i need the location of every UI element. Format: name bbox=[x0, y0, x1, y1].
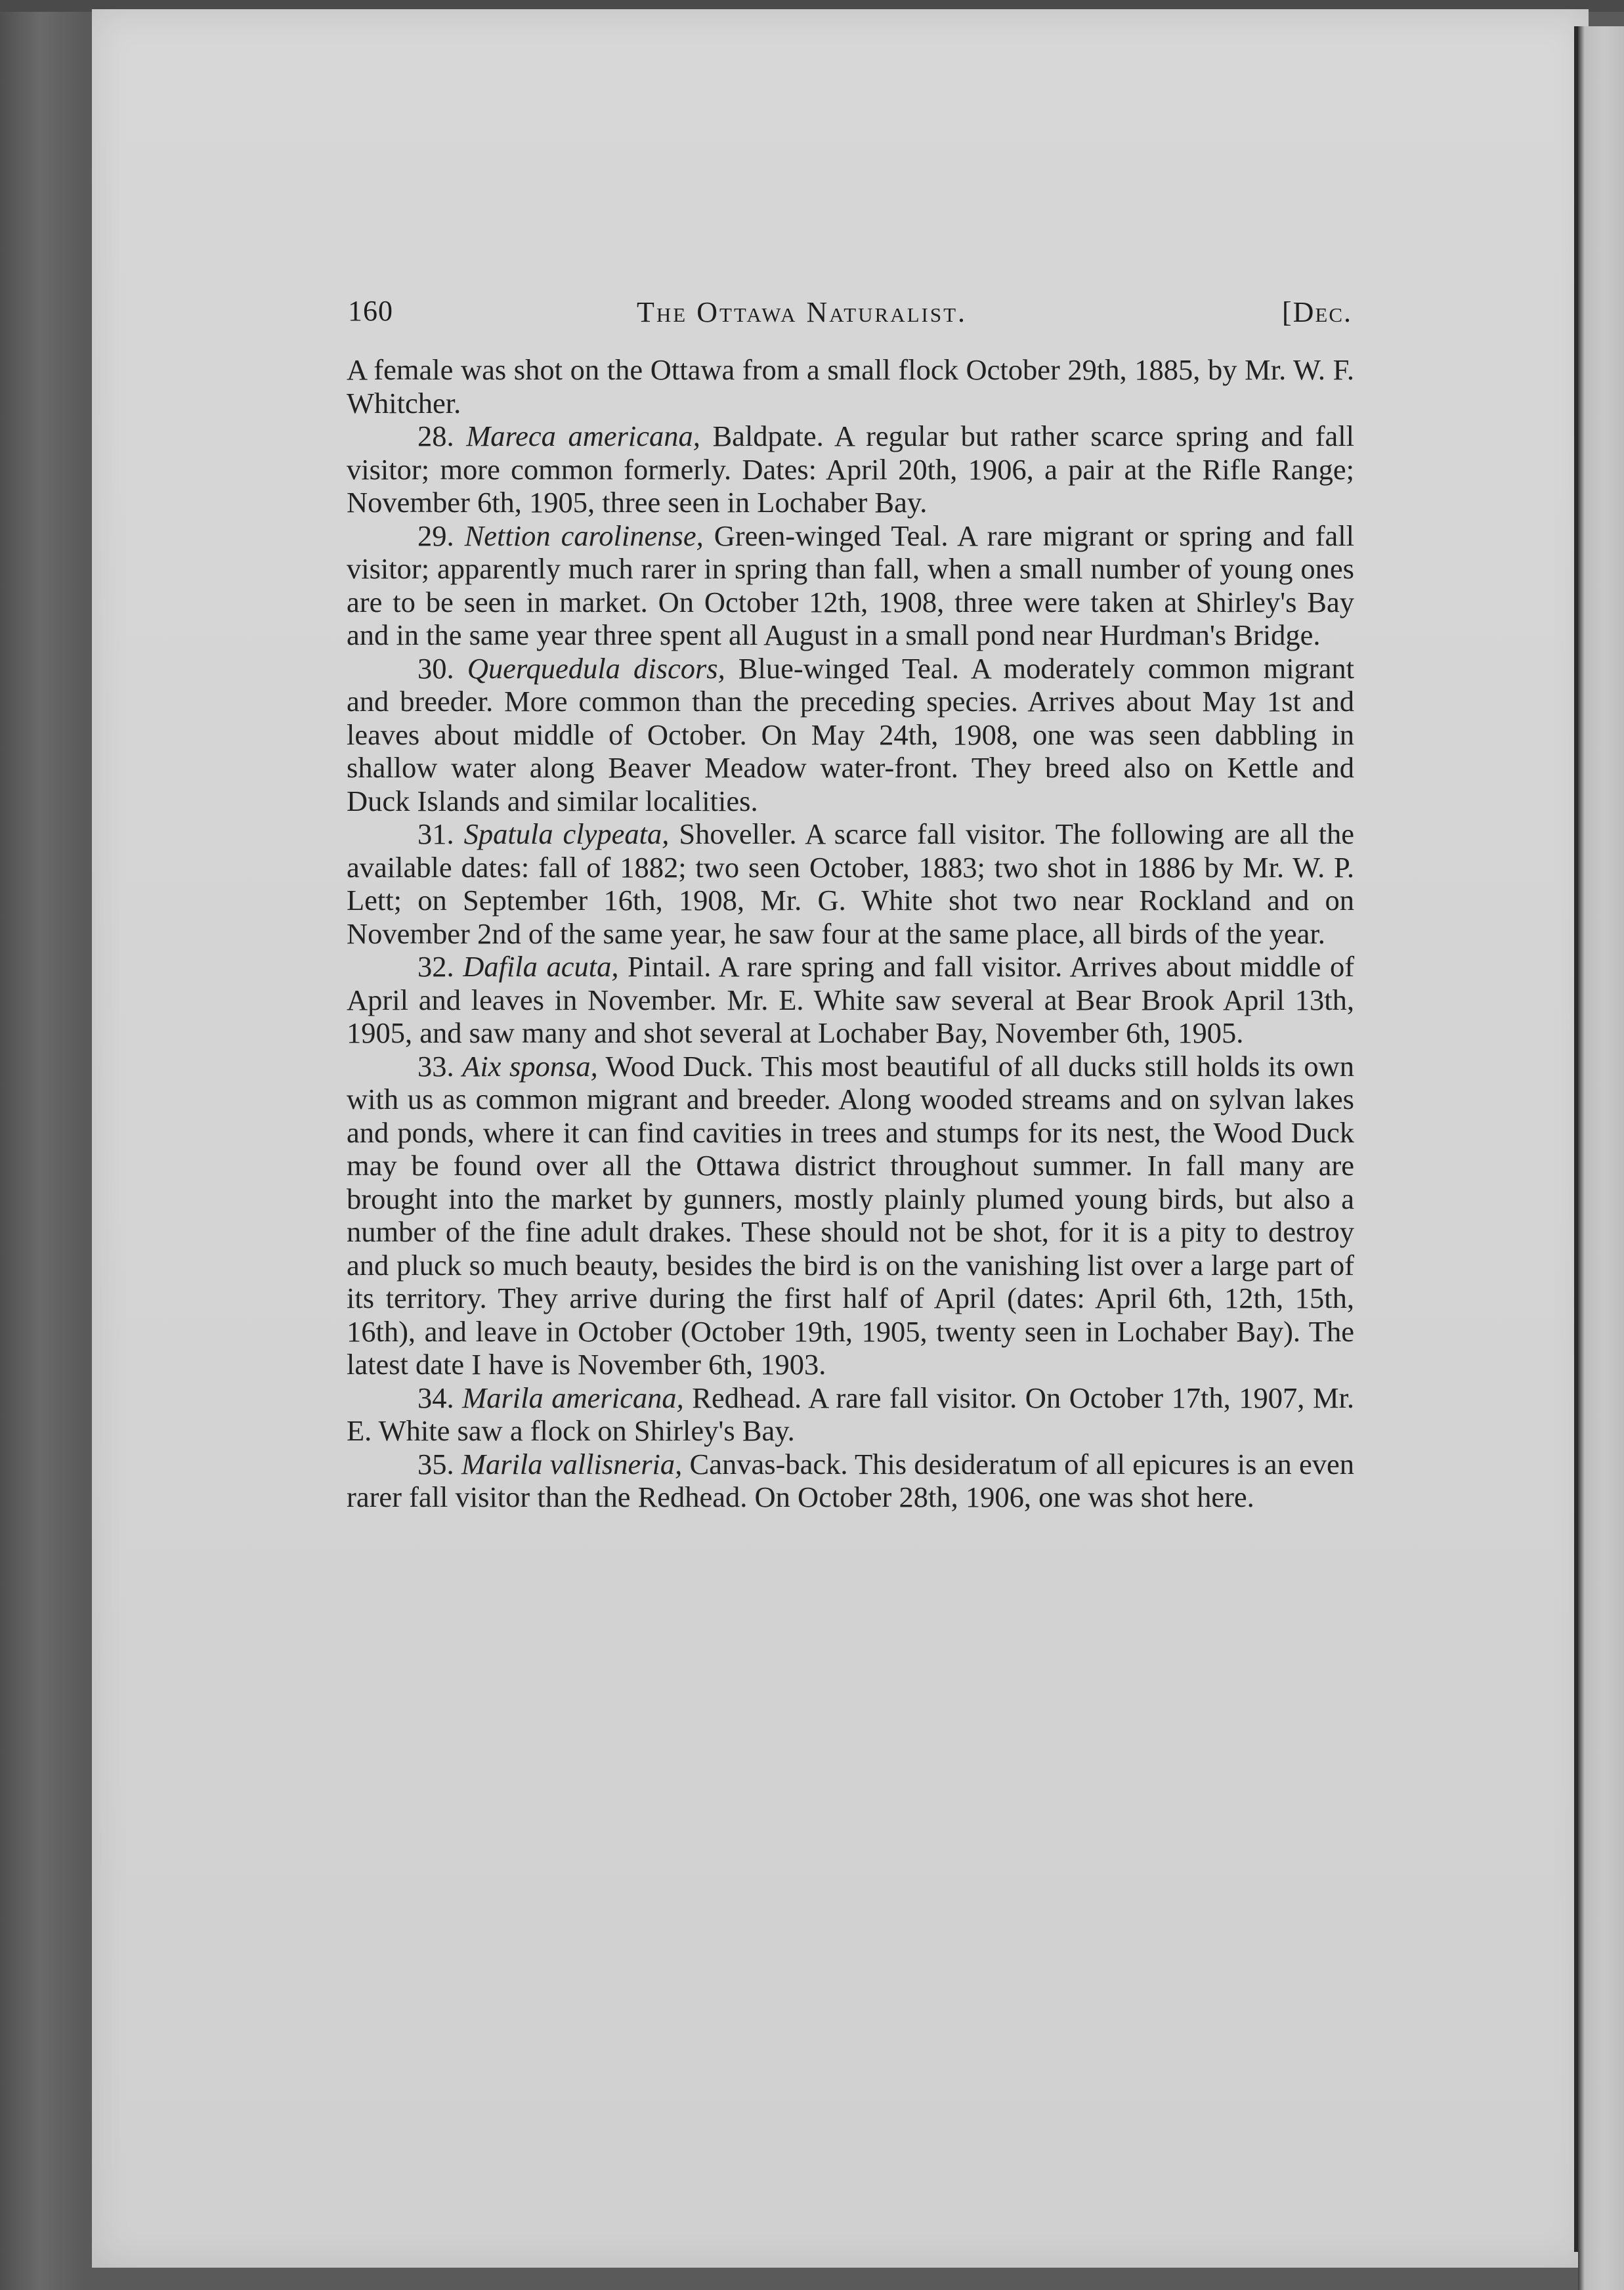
issue-month: [Dec. bbox=[1281, 296, 1352, 328]
entry-text: Baldpate. A regular but rather scarce spring and fall visitor; more common formerly. Dates: April 20th, 1906, a pair at the Rifle Range; November 6th, 1905, three seen in Lochaber Bay. bbox=[347, 420, 1355, 519]
entry-number: 30. bbox=[417, 651, 454, 685]
species-entry-34 bbox=[347, 1381, 1354, 1448]
entry-text: Shoveller. A scarce fall visitor. The following are all the available dates: fall of 1882; two seen October, 1883; two shot in 1886 by Mr. W. P. Lett; on September 16th, 1908, Mr. G. White shot two near Rockland and on November 2nd of the same year, he saw four at the same place, all birds of the year. bbox=[347, 817, 1355, 950]
scientific-name: Marila americana, bbox=[462, 1381, 684, 1414]
species-entry-32 bbox=[347, 950, 1354, 1050]
scientific-name: Nettion carolinense, bbox=[464, 519, 704, 552]
entry-number: 35. bbox=[417, 1447, 454, 1480]
scientific-name: Marila vallisneria, bbox=[461, 1447, 683, 1480]
entry-number: 32. bbox=[417, 950, 454, 983]
article-body bbox=[347, 353, 1354, 1514]
page-number: 160 bbox=[348, 295, 393, 327]
entry-number: 31. bbox=[417, 817, 454, 850]
entry-text: Pintail. A rare spring and fall visitor. Arrives about middle of April and leaves in November. Mr. E. White saw several at Bear Brook April 13th, 1905, and saw many and shot several at Lochaber Bay, November 6th, 1905. bbox=[347, 950, 1355, 1049]
scientific-name: Spatula clypeata, bbox=[463, 817, 670, 850]
running-header bbox=[348, 294, 1352, 334]
species-entry-33 bbox=[347, 1050, 1354, 1381]
entry-text: Wood Duck. This most beautiful of all ducks still holds its own with us as common migrant and breeder. Along wooded streams and on sylvan lakes and ponds, where it can find cavities in trees and stumps for its nest, the Wood Duck may be found over all the Ottawa district throughout summer. In fall many are brought into the market by gunners, mostly plainly plumed young birds, but also a number of the fine adult drakes. These should not be shot, for it is a pity to destroy and pluck so much beauty, besides the bird is on the vanishing list over a large part of its territory. They arrive during the first half of April (dates: April 6th, 12th, 15th, 16th), and leave in October (October 19th, 1905, twenty seen in Lochaber Bay). The latest date I have is November 6th, 1903. bbox=[347, 1049, 1355, 1381]
continued-paragraph bbox=[347, 353, 1354, 420]
entry-text: Blue-winged Teal. A moderately common migrant and breeder. More common than the preceding species. Arrives about May 1st and leaves about middle of October. On May 24th, 1908, one was seen dabbling in shallow water along Beaver Meadow water-front. They breed also on Kettle and Duck Islands and similar localities. bbox=[347, 651, 1354, 817]
species-entry-28 bbox=[347, 420, 1354, 519]
next-page-edge bbox=[1578, 26, 1624, 2290]
scientific-name: Dafila acuta, bbox=[463, 950, 619, 983]
species-entry-29 bbox=[347, 519, 1354, 652]
entry-text: Canvas-back. This desideratum of all epicures is an even rarer fall visitor than the Redhead. On October 28th, 1906, one was shot here. bbox=[347, 1447, 1354, 1513]
species-entry-35 bbox=[347, 1448, 1354, 1514]
entry-number: 34. bbox=[417, 1381, 454, 1414]
entry-text: Redhead. A rare fall visitor. On October 17th, 1907, Mr. E. White saw a flock on Shirley's Bay. bbox=[347, 1381, 1355, 1447]
entry-number: 28. bbox=[417, 420, 454, 452]
entry-number: 29. bbox=[417, 519, 454, 552]
journal-title: The Ottawa Naturalist. bbox=[637, 296, 968, 328]
scientific-name: Querquedula discors, bbox=[467, 651, 725, 685]
entry-number: 33. bbox=[417, 1049, 454, 1083]
scientific-name: Mareca americana, bbox=[466, 420, 700, 452]
species-entry-30 bbox=[347, 652, 1354, 818]
paragraph-text: A female was shot on the Ottawa from a small flock October 29th, 1885, by Mr. W. F. Whitcher. bbox=[347, 353, 1354, 420]
species-entry-31 bbox=[347, 817, 1354, 950]
scientific-name: Aix sponsa, bbox=[462, 1049, 598, 1083]
entry-text: Green-winged Teal. A rare migrant or spring and fall visitor; apparently much rarer in spring than fall, when a small number of young ones are to be seen in market. On October 12th, 1908, three were taken at Shirley's Bay and in the same year three spent all August in a small pond near Hurdman's Bridge. bbox=[347, 519, 1354, 651]
